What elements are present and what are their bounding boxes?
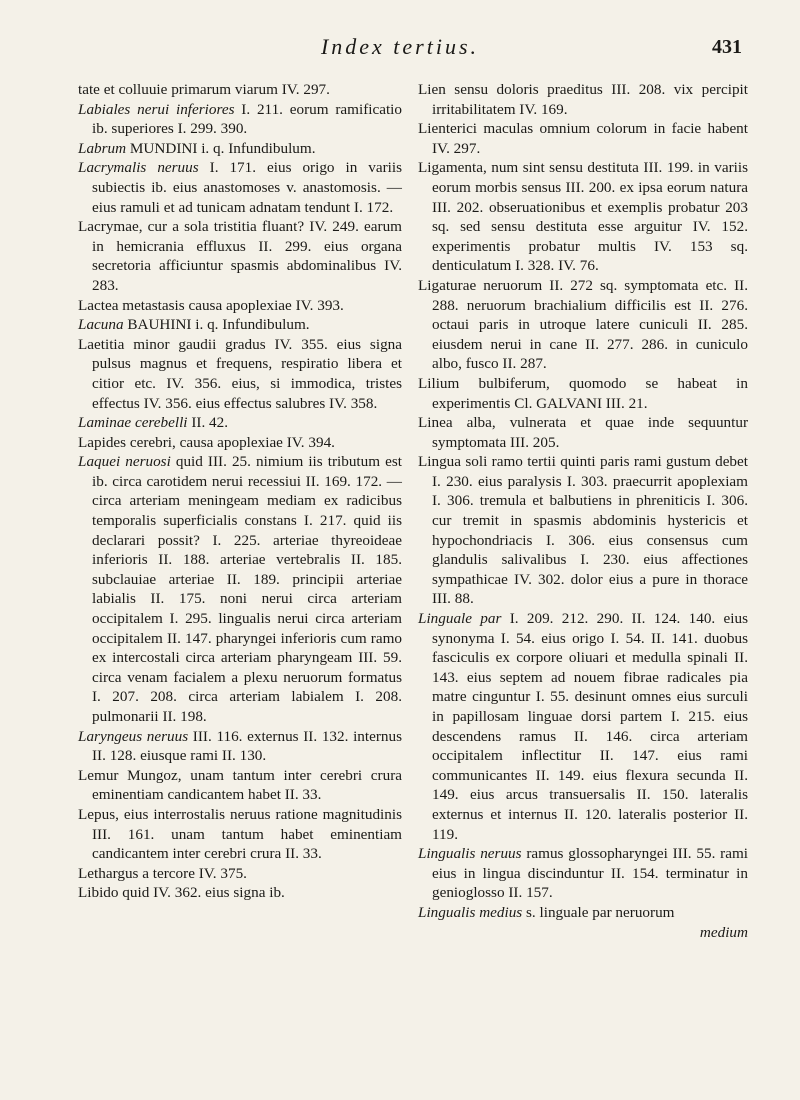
entry-text: II. 42. — [187, 414, 229, 432]
index-entry — [418, 609, 748, 844]
index-entry — [418, 276, 748, 374]
entry-headword: Linguale par — [418, 610, 502, 628]
index-entry — [78, 100, 402, 139]
index-entry — [418, 903, 748, 942]
left-column — [78, 80, 402, 903]
index-entry — [78, 766, 402, 805]
entry-headword: Labrum — [78, 139, 127, 157]
entry-headword: Lacrymalis neruus — [78, 159, 199, 177]
entry-text: Lingua soli ramo tertii quinti paris rami gustum debet I. 230. eius paralysis I. 303. praecurrit apoplexiam I. 306. tremula et balbutiens in phreniticis I. 306. cur tremit in spasmis abdominis hystericis et hypochondriacis I. 306. eius consensus cum glandulis salivalibus I. 230. eius affectiones sympathicae IV. 302. dolor eius a pure in thorace III. 88. — [418, 453, 748, 608]
entry-text: I. 209. 212. 290. II. 124. 140. eius synonyma I. 54. eius origo I. 54. II. 141. duobus fasciculis ex corpore oliuari et medulla spinali II. 143. eius septem ad nouem fibrae radicales pia matre cinguntur I. 55. desinunt omnes eius surculi in papillosam linguae dorsi partem I. 215. eius descendens ramus II. 146. circa arteriam occipitalem inflectitur II. 147. eius rami communicantes II. 149. eius flexura secunda II. 149. eius arcus transuersalis II. 150. lateralis externus et internus II. 120. lateralis posterior II. 119. — [432, 610, 749, 843]
entry-text: Lapides cerebri, causa apoplexiae IV. 394. — [78, 433, 335, 451]
entry-headword: Laquei neruosi — [78, 453, 171, 471]
index-entry — [78, 139, 402, 159]
entry-text: quid III. 25. nimium iis tributum est ib. circa carotidem nerui recessiui II. 169. 172. — circa arteriam meningeam mediam ex radicibus temporalis superficialis constans I. 217. quid iis declarari possit? I. 225. arteriae thyreoideae inferioris II. 188. arteriae vertebralis II. 185. subclauiae arteriae II. 189. principii arteriae labialis II. 175. noni nerui circa arteriam occipitalem I. 295. lingualis nerui circa arteriam occipitalem II. 147. pharyngei inferioris cum ramo ex intercostali circa arteriam pharyngeam III. 59. circa venam facialem a plexu neruorum formatus I. 207. 208. circa arteriam labialem I. 208. pulmonarii II. 198. — [92, 453, 402, 725]
entry-text: Laetitia minor gaudii gradus IV. 355. eius signa pulsus magnus et frequens, respiratio libera et citior etc. IV. 356. eius, si immodica, tristes effectus IV. 356. eius effectus salubres IV. 358. — [78, 335, 402, 412]
entry-text: Ligamenta, num sint sensu destituta III. 199. in variis eorum morbis sensus III. 200. ex ipsa eorum natura III. 202. obseruationibus et exemplis probatur 203 sq. sed sensu destituta esse arguitur IV. 152. experimentis probatur multis IV. 153 sq. denticulatum I. 328. IV. 76. — [418, 159, 748, 275]
index-entry — [78, 158, 402, 217]
index-entry — [418, 844, 748, 903]
entry-headword: Laryngeus neruus — [78, 727, 189, 745]
entry-headword: Laminae cerebelli — [78, 414, 188, 432]
index-entry — [78, 296, 402, 316]
index-entry — [418, 158, 748, 276]
entry-headword: Labiales nerui inferiores — [78, 100, 235, 118]
entry-text: III. 116. externus II. 132. internus II. 128. eiusque rami II. 130. — [92, 727, 402, 765]
index-entry — [78, 217, 402, 295]
entry-headword: Lingualis medius — [418, 903, 523, 921]
entry-text: Lien sensu doloris praeditus III. 208. vix percipit irritabilitatem IV. 169. — [418, 81, 748, 118]
entry-text: Lilium bulbiferum, quomodo se habeat in experimentis Cl. GALVANI III. 21. — [418, 374, 748, 412]
entry-text: I. 211. eorum ramificatio ib. superiores I. 299. 390. — [92, 100, 402, 138]
index-entry — [418, 413, 748, 452]
index-entry — [78, 315, 402, 335]
index-entry — [78, 883, 402, 903]
entry-text: Lactea metastasis causa apoplexiae IV. 393. — [78, 296, 344, 314]
entry-text: s. linguale par neruorum — [522, 903, 675, 921]
entry-text: ramus glossopharyngei III. 55. rami eius in lingua discinduntur II. 154. terminatur in genioglosso II. 157. — [432, 845, 749, 902]
index-entry — [78, 80, 402, 100]
index-entry — [418, 119, 748, 158]
entry-text: Lienterici maculas omnium colorum in facie habent IV. 297. — [418, 120, 748, 157]
index-entry — [78, 864, 402, 884]
index-entry — [78, 413, 402, 433]
entry-text: Lethargus a tercore IV. 375. — [78, 864, 247, 882]
entry-text: Ligaturae neruorum II. 272 sq. symptomata etc. II. 288. neruorum brachialium difficilis est II. 276. octaui paris in utroque latere cuniculi II. 285. eiusdem nerui in cane II. 277. 286. in cuniculo albo, fusco II. 287. — [418, 276, 748, 373]
entry-text: Lemur Mungoz, unam tantum inter cerebri crura eminentiam candicantem habet II. 33. — [78, 766, 402, 804]
entry-headword: Lacuna — [78, 316, 124, 334]
running-title: Index tertius. — [320, 34, 480, 59]
entry-text: I. 171. eius origo in variis subiectis ib. eius anastomoses v. anastomosis. — eius ramuli et ad tunicam adnatam tendunt I. 172. — [92, 159, 403, 216]
entry-text: Libido quid IV. 362. eius signa ib. — [78, 884, 285, 902]
entry-text: BAUHINI i. q. Infundibulum. — [123, 316, 310, 334]
index-entry — [78, 727, 402, 766]
entry-text: Lepus, eius interrostalis neruus ratione magnitudinis III. 161. unam tantum habet eminentiam candicantem inter cerebri crura II. 33. — [78, 805, 402, 863]
index-entry — [78, 452, 402, 726]
entry-text: MUNDINI i. q. Infundibulum. — [126, 139, 316, 157]
entry-tail: medium — [699, 923, 748, 941]
right-column — [418, 80, 748, 942]
index-entry — [78, 335, 402, 413]
page-number: 431 — [712, 36, 742, 58]
page-header — [0, 30, 800, 70]
index-entry — [78, 805, 402, 864]
index-entry — [418, 80, 748, 119]
entry-headword: Lingualis neruus — [418, 845, 522, 863]
entry-text: Linea alba, vulnerata et quae inde sequuntur symptomata III. 205. — [418, 414, 748, 451]
index-entry — [78, 433, 402, 453]
entry-text: Lacrymae, cur a sola tristitia fluant? IV. 249. earum in hemicrania effluxus II. 299. eius organa secretoria afficiuntur spasmis abdominalibus IV. 283. — [78, 218, 402, 294]
entry-text: tate et colluuie primarum viarum IV. 297. — [78, 81, 330, 98]
index-entry — [418, 452, 748, 609]
index-entry — [418, 374, 748, 413]
